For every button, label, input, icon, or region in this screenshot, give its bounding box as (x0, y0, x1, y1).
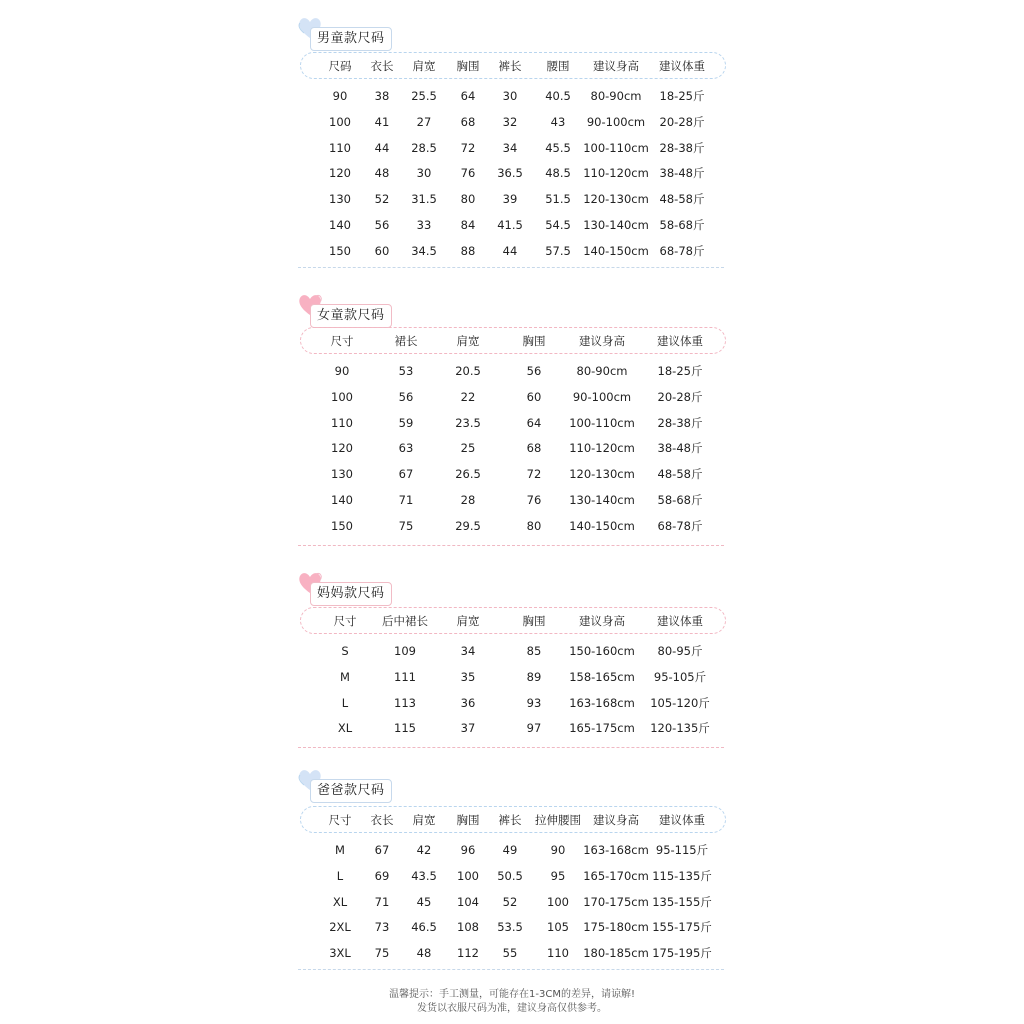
table-row (296, 189, 728, 209)
table-row (296, 138, 728, 158)
column-header: 建议身高 (593, 59, 639, 73)
table-cell: 105-120斤 (650, 695, 710, 710)
table-cell: 43.5 (411, 868, 437, 883)
column-header: 衣长 (370, 59, 394, 73)
table-cell: 100 (329, 114, 351, 129)
table-cell: 34 (460, 644, 476, 658)
table-cell: 100-110cm (583, 140, 649, 155)
column-header: 后中裙长 (382, 614, 428, 628)
table-row (296, 693, 728, 713)
table-cell: 34.5 (411, 243, 437, 258)
table-cell: 115 (394, 721, 416, 736)
column-header: 胸围 (522, 334, 546, 348)
table-bottom-divider (298, 545, 724, 546)
table-cell: 63 (398, 441, 414, 456)
table-row (296, 943, 728, 963)
table-cell: S (341, 644, 349, 658)
column-header: 建议身高 (579, 334, 625, 348)
column-header: 拉伸腰围 (535, 813, 581, 827)
table-cell: 29.5 (455, 518, 481, 533)
table-cell: 25.5 (411, 89, 437, 103)
table-cell: 80-90cm (576, 364, 628, 378)
table-row (296, 387, 728, 407)
table-cell: 100 (457, 868, 479, 883)
table-cell: 80-90cm (590, 89, 642, 103)
table-cell: 22 (460, 389, 476, 404)
table-cell: M (340, 669, 350, 684)
shipping-note: 发货以衣服尺码为准，建议身高仅供参考。 (417, 1003, 607, 1014)
table-cell: 48-58斤 (657, 467, 703, 482)
column-header: 肩宽 (412, 59, 436, 73)
column-header: 肩宽 (412, 813, 436, 827)
table-cell: 23.5 (455, 415, 481, 430)
table-cell: 95-115斤 (655, 843, 709, 857)
table-cell: 110 (331, 415, 353, 430)
table-cell: 69 (374, 868, 390, 883)
table-cell: 48 (416, 946, 432, 961)
table-row (296, 112, 728, 132)
table-cell: 130-140cm (569, 493, 635, 507)
table-header-row (296, 331, 728, 351)
table-cell: 18-25斤 (659, 89, 705, 103)
table-cell: 33 (416, 218, 432, 232)
table-cell: 155-175斤 (652, 920, 712, 935)
table-cell: 100-110cm (569, 415, 635, 430)
table-cell: 110 (547, 946, 569, 961)
table-cell: 110-120cm (583, 166, 649, 181)
table-row (296, 718, 728, 738)
column-header: 尺码 (328, 59, 352, 73)
column-header: 裙长 (394, 334, 418, 348)
table-cell: 48-58斤 (659, 192, 705, 207)
table-cell: 40.5 (545, 89, 571, 103)
table-cell: 120-135斤 (650, 721, 710, 736)
table-cell: 55 (502, 946, 518, 961)
table-cell: 56 (374, 218, 390, 232)
table-header-row (296, 56, 728, 76)
table-cell: 90 (550, 843, 566, 857)
section-title: 男童款尺码 (310, 27, 392, 51)
table-cell: 112 (457, 946, 479, 961)
table-cell: 59 (398, 415, 414, 430)
table-cell: 42 (416, 843, 432, 857)
table-cell: 37 (460, 721, 476, 736)
table-cell: 150-160cm (569, 644, 635, 658)
table-cell: 20.5 (455, 364, 481, 378)
table-header-row (296, 611, 728, 631)
table-cell: 108 (457, 920, 479, 935)
table-cell: 115-135斤 (652, 868, 712, 883)
table-cell: XL (337, 721, 353, 736)
table-cell: 54.5 (545, 218, 571, 232)
table-cell: 44 (374, 140, 390, 155)
table-cell: 85 (526, 644, 542, 658)
column-header: 胸围 (456, 59, 480, 73)
column-header: 胸围 (522, 614, 546, 628)
table-row (296, 866, 728, 886)
table-row (296, 840, 728, 860)
table-cell: 72 (526, 467, 542, 482)
table-cell: 150 (331, 518, 353, 533)
table-cell: 100 (331, 389, 353, 404)
table-cell: 64 (526, 415, 542, 430)
table-cell: 71 (374, 894, 390, 909)
table-cell: 43 (550, 114, 566, 129)
table-cell: 2XL (329, 920, 351, 935)
table-cell: 175-180cm (583, 920, 649, 935)
table-bottom-divider (298, 267, 724, 268)
table-cell: 30 (502, 89, 518, 103)
mom-size-section (296, 570, 728, 736)
table-cell: 75 (398, 518, 414, 533)
table-cell: 110 (329, 140, 351, 155)
table-cell: 75 (374, 946, 390, 961)
table-cell: 58-68斤 (657, 493, 703, 507)
table-row (296, 413, 728, 433)
table-row (296, 892, 728, 912)
table-cell: 130-140cm (583, 218, 649, 232)
table-row (296, 241, 728, 261)
section-title: 妈妈款尺码 (310, 582, 392, 606)
table-cell: 88 (460, 243, 476, 258)
table-cell: 89 (526, 669, 542, 684)
table-cell: 140-150cm (569, 518, 635, 533)
table-row (296, 490, 728, 510)
table-cell: 35 (460, 669, 476, 684)
table-cell: 76 (526, 493, 542, 507)
table-cell: 32 (502, 114, 518, 129)
table-cell: M (335, 843, 345, 857)
table-cell: 41 (374, 114, 390, 129)
table-cell: 60 (526, 389, 542, 404)
table-cell: 58-68斤 (659, 218, 705, 232)
mom-title-area (296, 582, 728, 608)
column-header: 建议身高 (593, 813, 639, 827)
table-row (296, 86, 728, 106)
table-row (296, 516, 728, 536)
column-header: 胸围 (456, 813, 480, 827)
table-cell: 48 (374, 166, 390, 181)
table-cell: 67 (374, 843, 390, 857)
table-cell: 80-95斤 (657, 644, 703, 658)
table-cell: 109 (394, 644, 416, 658)
table-cell: 48.5 (545, 166, 571, 181)
table-cell: 20-28斤 (657, 389, 703, 404)
table-cell: 140 (331, 493, 353, 507)
table-cell: 52 (502, 894, 518, 909)
table-cell: 163-168cm (583, 843, 649, 857)
table-cell: 56 (398, 389, 414, 404)
table-cell: 68 (526, 441, 542, 456)
column-header: 建议体重 (657, 334, 703, 348)
column-header: 肩宽 (456, 614, 480, 628)
table-cell: 28 (460, 493, 476, 507)
table-cell: 93 (526, 695, 542, 710)
table-cell: 25 (460, 441, 476, 456)
measurement-note: 温馨提示：手工测量，可能存在1-3CM的差异，请谅解! (389, 989, 635, 1000)
table-cell: 27 (416, 114, 432, 129)
table-cell: 104 (457, 894, 479, 909)
table-cell: 38-48斤 (659, 166, 705, 181)
table-cell: 28-38斤 (657, 415, 703, 430)
table-row (296, 361, 728, 381)
table-cell: 140-150cm (583, 243, 649, 258)
table-cell: 100 (547, 894, 569, 909)
table-cell: 45 (416, 894, 432, 909)
column-header: 肩宽 (456, 334, 480, 348)
table-cell: 38 (374, 89, 390, 103)
table-cell: 130 (329, 192, 351, 207)
table-cell: 95 (550, 868, 566, 883)
column-header: 尺寸 (330, 334, 354, 348)
table-cell: 53 (398, 364, 414, 378)
table-cell: 3XL (329, 946, 351, 961)
table-cell: 96 (460, 843, 476, 857)
table-cell: 53.5 (497, 920, 523, 935)
table-cell: 60 (374, 243, 390, 258)
table-cell: 165-175cm (569, 721, 635, 736)
column-header: 尺寸 (333, 614, 357, 628)
table-cell: 113 (394, 695, 416, 710)
table-cell: 64 (460, 89, 476, 103)
table-cell: 111 (394, 669, 416, 684)
table-cell: 76 (460, 166, 476, 181)
table-cell: 110-120cm (569, 441, 635, 456)
table-header-row (296, 810, 728, 830)
table-cell: 28.5 (411, 140, 437, 155)
table-cell: 18-25斤 (657, 364, 703, 378)
table-row (296, 438, 728, 458)
table-cell: 51.5 (545, 192, 571, 207)
girls-size-section (296, 292, 728, 533)
table-cell: 158-165cm (569, 669, 635, 684)
table-cell: 68-78斤 (659, 243, 705, 258)
table-cell: 41.5 (497, 218, 523, 232)
table-cell: 68 (460, 114, 476, 129)
table-row (296, 667, 728, 687)
section-title: 爸爸款尺码 (310, 779, 392, 803)
table-row (296, 163, 728, 183)
table-cell: 105 (547, 920, 569, 935)
table-cell: 45.5 (545, 140, 571, 155)
column-header: 建议体重 (657, 614, 703, 628)
column-header: 裤长 (498, 59, 522, 73)
table-cell: 34 (502, 140, 518, 155)
dad-title-area (296, 779, 728, 805)
table-cell: 90 (334, 364, 350, 378)
table-cell: 44 (502, 243, 518, 258)
table-cell: L (341, 695, 349, 710)
table-bottom-divider (298, 969, 724, 970)
column-header: 尺寸 (328, 813, 352, 827)
table-cell: 165-170cm (583, 868, 649, 883)
table-cell: 90-100cm (572, 389, 632, 404)
column-header: 建议体重 (659, 813, 705, 827)
column-header: 建议体重 (659, 59, 705, 73)
table-cell: 97 (526, 721, 542, 736)
table-row (296, 917, 728, 937)
table-cell: 49 (502, 843, 518, 857)
table-cell: 26.5 (455, 467, 481, 482)
table-cell: L (336, 868, 344, 883)
table-cell: 71 (398, 493, 414, 507)
table-cell: 135-155斤 (652, 894, 712, 909)
column-header: 衣长 (370, 813, 394, 827)
table-cell: 150 (329, 243, 351, 258)
table-cell: 31.5 (411, 192, 437, 207)
table-cell: 50.5 (497, 868, 523, 883)
table-cell: 163-168cm (569, 695, 635, 710)
table-cell: 84 (460, 218, 476, 232)
section-title: 女童款尺码 (310, 304, 392, 328)
table-cell: 36 (460, 695, 476, 710)
table-row (296, 215, 728, 235)
table-cell: 52 (374, 192, 390, 207)
table-cell: 57.5 (545, 243, 571, 258)
table-bottom-divider (298, 747, 724, 748)
table-cell: 175-195斤 (652, 946, 712, 961)
table-cell: 30 (416, 166, 432, 181)
table-cell: 36.5 (497, 166, 523, 181)
table-cell: 90-100cm (586, 114, 646, 129)
table-cell: 120-130cm (569, 467, 635, 482)
table-cell: 80 (460, 192, 476, 207)
table-cell: 67 (398, 467, 414, 482)
table-cell: 46.5 (411, 920, 437, 935)
table-cell: 73 (374, 920, 390, 935)
table-row (296, 641, 728, 661)
table-cell: 28-38斤 (659, 140, 705, 155)
table-cell: 120-130cm (583, 192, 649, 207)
boys-title-area (296, 27, 728, 53)
table-row (296, 464, 728, 484)
column-header: 裤长 (498, 813, 522, 827)
table-cell: 39 (502, 192, 518, 207)
table-cell: XL (332, 894, 348, 909)
table-cell: 72 (460, 140, 476, 155)
table-cell: 90 (332, 89, 348, 103)
table-cell: 130 (331, 467, 353, 482)
table-cell: 56 (526, 364, 542, 378)
table-cell: 20-28斤 (659, 114, 705, 129)
table-cell: 170-175cm (583, 894, 649, 909)
table-cell: 80 (526, 518, 542, 533)
table-cell: 68-78斤 (657, 518, 703, 533)
column-header: 腰围 (546, 59, 570, 73)
table-cell: 120 (331, 441, 353, 456)
table-cell: 38-48斤 (657, 441, 703, 456)
dad-size-section (296, 769, 728, 961)
table-cell: 140 (329, 218, 351, 232)
table-cell: 180-185cm (583, 946, 649, 961)
table-cell: 120 (329, 166, 351, 181)
boys-size-section (296, 14, 728, 258)
table-cell: 95-105斤 (653, 669, 707, 684)
column-header: 建议身高 (579, 614, 625, 628)
